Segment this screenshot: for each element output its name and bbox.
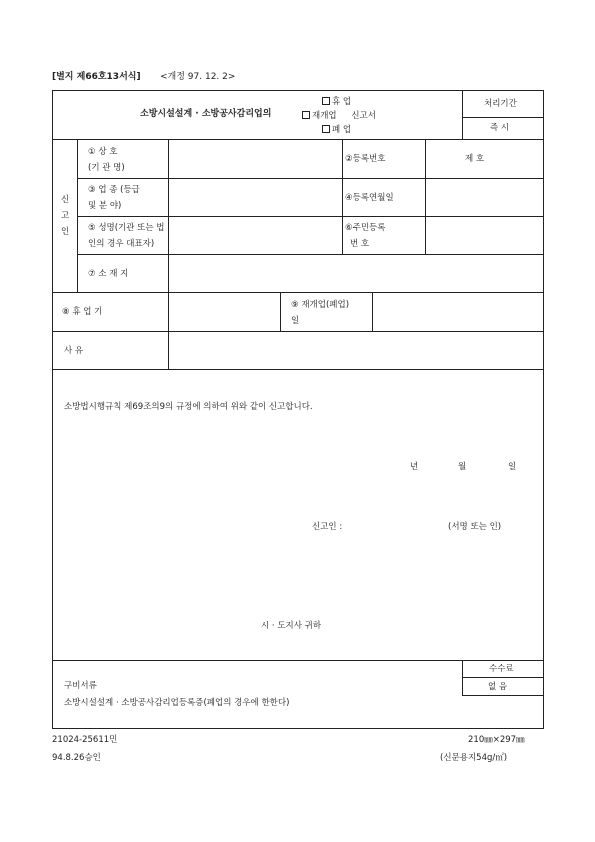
trade-name-label-1: ① 상 호 bbox=[88, 147, 118, 157]
footer-size: 210㎜×297㎜ bbox=[468, 735, 525, 745]
option-suspend[interactable]: 휴 업 bbox=[322, 97, 351, 107]
fee-label: 수수료 bbox=[489, 664, 514, 674]
name-label-1: ⑤ 성명(기관 또는 법 bbox=[88, 223, 165, 233]
trade-name-field[interactable] bbox=[169, 140, 341, 177]
suspension-period-label: ⑧ 휴 업 기 bbox=[62, 307, 103, 317]
reporter-sign-label: 신고인 : bbox=[312, 522, 343, 532]
option-close[interactable]: 폐 업 bbox=[322, 125, 351, 135]
reporter-label-3: 인 bbox=[61, 227, 70, 237]
suspension-period-field[interactable] bbox=[169, 293, 279, 330]
form-code: [별지 제66호13서식] bbox=[52, 72, 141, 82]
date-year: 년 bbox=[410, 462, 419, 472]
signature-note: (서명 또는 인) bbox=[448, 522, 502, 532]
reason-field[interactable] bbox=[169, 332, 543, 368]
business-type-label-2: 및 분 야) bbox=[88, 201, 122, 211]
form-title: 소방시설설계 · 소방공사감리업의 bbox=[140, 109, 272, 119]
checkbox-icon[interactable] bbox=[302, 111, 310, 119]
option-reopen[interactable]: 재개업 신고서 bbox=[302, 111, 376, 121]
name-label-2: 인의 경우 대표자) bbox=[88, 239, 155, 249]
footer-approval: 94.8.26승인 bbox=[52, 753, 101, 763]
resident-no-label-1: ⑥주민등록 bbox=[345, 223, 386, 233]
declaration-statement: 소방법시행규칙 제69조의9의 규정에 의하여 위와 같이 신고합니다. bbox=[64, 402, 313, 412]
processing-label: 처리기간 bbox=[484, 99, 517, 109]
reopen-date-label-2: 일 bbox=[291, 316, 300, 326]
footer-code: 21024-25611민 bbox=[52, 735, 118, 745]
reporter-label-1: 신 bbox=[61, 195, 70, 205]
reason-label: 사 유 bbox=[64, 346, 84, 356]
reopen-date-label-1: ⑨ 재개업(폐업) bbox=[291, 300, 350, 310]
footer-paper: (신문용지54g/㎡) bbox=[440, 753, 508, 763]
resident-no-field[interactable] bbox=[426, 217, 543, 253]
reopen-date-field[interactable] bbox=[373, 293, 543, 330]
name-field[interactable] bbox=[169, 217, 341, 253]
resident-no-label-2: 번 호 bbox=[350, 239, 370, 249]
report-word: 신고서 bbox=[351, 111, 376, 121]
address-label: ⑦ 소 재 지 bbox=[88, 269, 129, 279]
reporter-sign-field[interactable] bbox=[352, 518, 442, 534]
date-month: 월 bbox=[458, 462, 467, 472]
addressee: 시 · 도지사 귀하 bbox=[261, 621, 322, 631]
business-type-field[interactable] bbox=[169, 179, 341, 215]
fee-value: 없 음 bbox=[488, 682, 508, 692]
reporter-label-2: 고 bbox=[61, 211, 70, 221]
reg-no-value[interactable]: 제 호 bbox=[465, 154, 485, 164]
revision-note: <개정 97. 12. 2> bbox=[160, 72, 236, 82]
address-field[interactable] bbox=[169, 255, 543, 291]
reg-no-label: ②등록번호 bbox=[345, 154, 386, 164]
trade-name-label-2: (기 관 명) bbox=[88, 163, 125, 173]
date-day: 일 bbox=[508, 462, 517, 472]
attachments-label: 구비서류 bbox=[64, 681, 97, 691]
checkbox-icon[interactable] bbox=[322, 97, 330, 105]
processing-value: 즉 시 bbox=[490, 123, 510, 133]
business-type-label-1: ③ 업 종 (등급 bbox=[88, 185, 140, 195]
reg-date-label: ④등록연월일 bbox=[345, 193, 394, 203]
reg-date-field[interactable] bbox=[426, 179, 543, 215]
attachments-item: 소방시설설계 · 소방공사감리업등록증(폐업의 경우에 한한다) bbox=[64, 698, 290, 708]
checkbox-icon[interactable] bbox=[322, 125, 330, 133]
